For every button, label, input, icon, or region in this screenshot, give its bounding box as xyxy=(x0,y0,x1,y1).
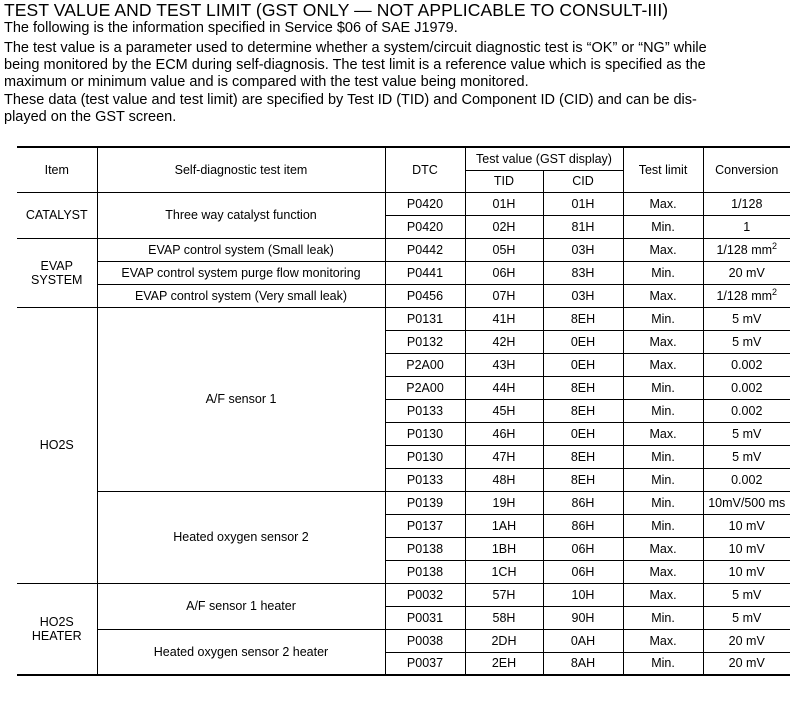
tid-cell: 43H xyxy=(465,353,543,376)
limit-cell: Max. xyxy=(623,284,703,307)
limit-cell: Min. xyxy=(623,215,703,238)
dtc-cell: P0137 xyxy=(385,514,465,537)
cid-cell: 0EH xyxy=(543,330,623,353)
intro-paragraph-1: The following is the information specified in Service $06 of SAE J1979. xyxy=(4,20,458,36)
test-item-af-sensor-1-heater: A/F sensor 1 heater xyxy=(97,583,385,629)
tid-cell: 06H xyxy=(465,261,543,284)
tid-cell: 48H xyxy=(465,468,543,491)
table-row xyxy=(17,629,790,652)
cid-cell: 06H xyxy=(543,537,623,560)
dtc-cell: P0441 xyxy=(385,261,465,284)
limit-cell: Min. xyxy=(623,606,703,629)
table-row xyxy=(17,284,790,307)
table-row xyxy=(17,261,790,284)
cid-cell: 0EH xyxy=(543,422,623,445)
unit-mm-text: 1/128 mm xyxy=(716,288,773,303)
cid-cell: 86H xyxy=(543,491,623,514)
tid-cell: 1AH xyxy=(465,514,543,537)
limit-cell: Min. xyxy=(623,468,703,491)
unit-mm-text: 1/128 mm xyxy=(716,242,773,257)
conversion-cell: 5 mV xyxy=(703,606,790,629)
intro-paragraph-6: played on the GST screen. xyxy=(4,109,177,125)
cid-cell: 8EH xyxy=(543,468,623,491)
tid-cell: 1BH xyxy=(465,537,543,560)
cid-cell: 01H xyxy=(543,192,623,215)
tid-cell: 42H xyxy=(465,330,543,353)
limit-cell: Min. xyxy=(623,514,703,537)
test-item-evap-purge-flow: EVAP control system purge flow monitoring xyxy=(97,261,385,284)
table-row xyxy=(17,192,790,215)
header-cid: CID xyxy=(543,170,623,192)
limit-cell: Max. xyxy=(623,583,703,606)
limit-cell: Min. xyxy=(623,376,703,399)
tid-cell: 02H xyxy=(465,215,543,238)
conversion-cell: 10mV/500 ms xyxy=(703,491,790,514)
limit-cell: Min. xyxy=(623,652,703,675)
dtc-cell: P2A00 xyxy=(385,376,465,399)
cid-cell: 8EH xyxy=(543,376,623,399)
limit-cell: Min. xyxy=(623,307,703,330)
conversion-cell: 10 mV xyxy=(703,560,790,583)
cid-cell: 83H xyxy=(543,261,623,284)
header-dtc: DTC xyxy=(385,147,465,192)
conversion-cell: 0.002 xyxy=(703,353,790,376)
group-evap-line-2: SYSTEM xyxy=(31,272,83,287)
header-test-value: Test value (GST display) xyxy=(465,147,623,170)
dtc-cell: P2A00 xyxy=(385,353,465,376)
tid-cell: 45H xyxy=(465,399,543,422)
dtc-cell: P0133 xyxy=(385,468,465,491)
group-evap-system xyxy=(17,238,97,307)
conversion-cell: 0.002 xyxy=(703,468,790,491)
test-value-table xyxy=(17,146,790,676)
test-item-af-sensor-1: A/F sensor 1 xyxy=(97,307,385,491)
dtc-cell: P0420 xyxy=(385,192,465,215)
unit-exponent: 2 xyxy=(772,240,778,251)
intro-paragraph-2: The test value is a parameter used to determine whether a system/circuit diagnostic test is “OK” or “NG” while xyxy=(4,40,707,56)
conversion-cell: 20 mV xyxy=(703,652,790,675)
tid-cell: 44H xyxy=(465,376,543,399)
tid-cell: 57H xyxy=(465,583,543,606)
group-evap-line-1: EVAP xyxy=(40,258,73,273)
tid-cell: 01H xyxy=(465,192,543,215)
limit-cell: Max. xyxy=(623,192,703,215)
dtc-cell: P0032 xyxy=(385,583,465,606)
dtc-cell: P0031 xyxy=(385,606,465,629)
tid-cell: 46H xyxy=(465,422,543,445)
tid-cell: 19H xyxy=(465,491,543,514)
tid-cell: 1CH xyxy=(465,560,543,583)
dtc-cell: P0038 xyxy=(385,629,465,652)
group-heater-line-1: HO2S xyxy=(39,614,74,629)
cid-cell: 06H xyxy=(543,560,623,583)
cid-cell: 03H xyxy=(543,284,623,307)
tid-cell: 07H xyxy=(465,284,543,307)
table-row xyxy=(17,583,790,606)
cid-cell: 81H xyxy=(543,215,623,238)
dtc-cell: P0139 xyxy=(385,491,465,514)
limit-cell: Min. xyxy=(623,399,703,422)
dtc-cell: P0132 xyxy=(385,330,465,353)
limit-cell: Min. xyxy=(623,491,703,514)
dtc-cell: P0420 xyxy=(385,215,465,238)
conversion-cell xyxy=(703,238,790,261)
table-row xyxy=(17,238,790,261)
cid-cell: 8EH xyxy=(543,399,623,422)
group-ho2s: HO2S xyxy=(17,307,97,583)
intro-paragraph-4: maximum or minimum value and is compared with the test value being monitored. xyxy=(4,74,529,90)
dtc-cell: P0130 xyxy=(385,422,465,445)
tid-cell: 58H xyxy=(465,606,543,629)
table-header-row xyxy=(17,147,790,170)
dtc-cell: P0442 xyxy=(385,238,465,261)
test-item-evap-small-leak: EVAP control system (Small leak) xyxy=(97,238,385,261)
cid-cell: 03H xyxy=(543,238,623,261)
conversion-cell: 0.002 xyxy=(703,376,790,399)
limit-cell: Max. xyxy=(623,629,703,652)
test-item-evap-very-small-leak: EVAP control system (Very small leak) xyxy=(97,284,385,307)
conversion-cell: 0.002 xyxy=(703,399,790,422)
limit-cell: Max. xyxy=(623,353,703,376)
intro-paragraph-5: These data (test value and test limit) are specified by Test ID (TID) and Component ID (CID) and can be dis- xyxy=(4,92,697,108)
header-conversion: Conversion xyxy=(703,147,790,192)
page-title: TEST VALUE AND TEST LIMIT (GST ONLY — NOT APPLICABLE TO CONSULT-III) xyxy=(4,0,669,20)
dtc-cell: P0131 xyxy=(385,307,465,330)
conversion-cell: 5 mV xyxy=(703,330,790,353)
table-row xyxy=(17,307,790,330)
test-item-catalyst: Three way catalyst function xyxy=(97,192,385,238)
conversion-cell: 5 mV xyxy=(703,445,790,468)
limit-cell: Max. xyxy=(623,422,703,445)
tid-cell: 47H xyxy=(465,445,543,468)
header-test-limit: Test limit xyxy=(623,147,703,192)
dtc-cell: P0138 xyxy=(385,537,465,560)
intro-paragraph-3: being monitored by the ECM during self-diagnosis. The test limit is a reference value which is specified as the xyxy=(4,57,706,73)
table-row xyxy=(17,491,790,514)
cid-cell: 0AH xyxy=(543,629,623,652)
dtc-cell: P0456 xyxy=(385,284,465,307)
test-item-heated-oxygen-sensor-2-heater: Heated oxygen sensor 2 heater xyxy=(97,629,385,675)
header-item: Item xyxy=(17,147,97,192)
conversion-cell: 1/128 xyxy=(703,192,790,215)
dtc-cell: P0037 xyxy=(385,652,465,675)
test-item-heated-oxygen-sensor-2: Heated oxygen sensor 2 xyxy=(97,491,385,583)
header-tid: TID xyxy=(465,170,543,192)
group-ho2s-heater xyxy=(17,583,97,675)
cid-cell: 8EH xyxy=(543,307,623,330)
cid-cell: 8AH xyxy=(543,652,623,675)
tid-cell: 05H xyxy=(465,238,543,261)
conversion-cell: 1 xyxy=(703,215,790,238)
conversion-cell: 5 mV xyxy=(703,583,790,606)
conversion-cell: 20 mV xyxy=(703,629,790,652)
tid-cell: 41H xyxy=(465,307,543,330)
conversion-cell: 20 mV xyxy=(703,261,790,284)
unit-exponent: 2 xyxy=(772,286,778,297)
conversion-cell xyxy=(703,284,790,307)
limit-cell: Max. xyxy=(623,330,703,353)
conversion-cell: 5 mV xyxy=(703,422,790,445)
dtc-cell: P0130 xyxy=(385,445,465,468)
cid-cell: 90H xyxy=(543,606,623,629)
limit-cell: Min. xyxy=(623,445,703,468)
cid-cell: 86H xyxy=(543,514,623,537)
group-heater-line-2: HEATER xyxy=(31,628,82,643)
cid-cell: 10H xyxy=(543,583,623,606)
dtc-cell: P0133 xyxy=(385,399,465,422)
conversion-cell: 5 mV xyxy=(703,307,790,330)
limit-cell: Max. xyxy=(623,560,703,583)
dtc-cell: P0138 xyxy=(385,560,465,583)
conversion-cell: 10 mV xyxy=(703,537,790,560)
group-catalyst: CATALYST xyxy=(17,192,97,238)
conversion-cell: 10 mV xyxy=(703,514,790,537)
tid-cell: 2DH xyxy=(465,629,543,652)
limit-cell: Max. xyxy=(623,537,703,560)
limit-cell: Max. xyxy=(623,238,703,261)
cid-cell: 0EH xyxy=(543,353,623,376)
cid-cell: 8EH xyxy=(543,445,623,468)
tid-cell: 2EH xyxy=(465,652,543,675)
limit-cell: Min. xyxy=(623,261,703,284)
header-self-diagnostic-test-item: Self-diagnostic test item xyxy=(97,147,385,192)
